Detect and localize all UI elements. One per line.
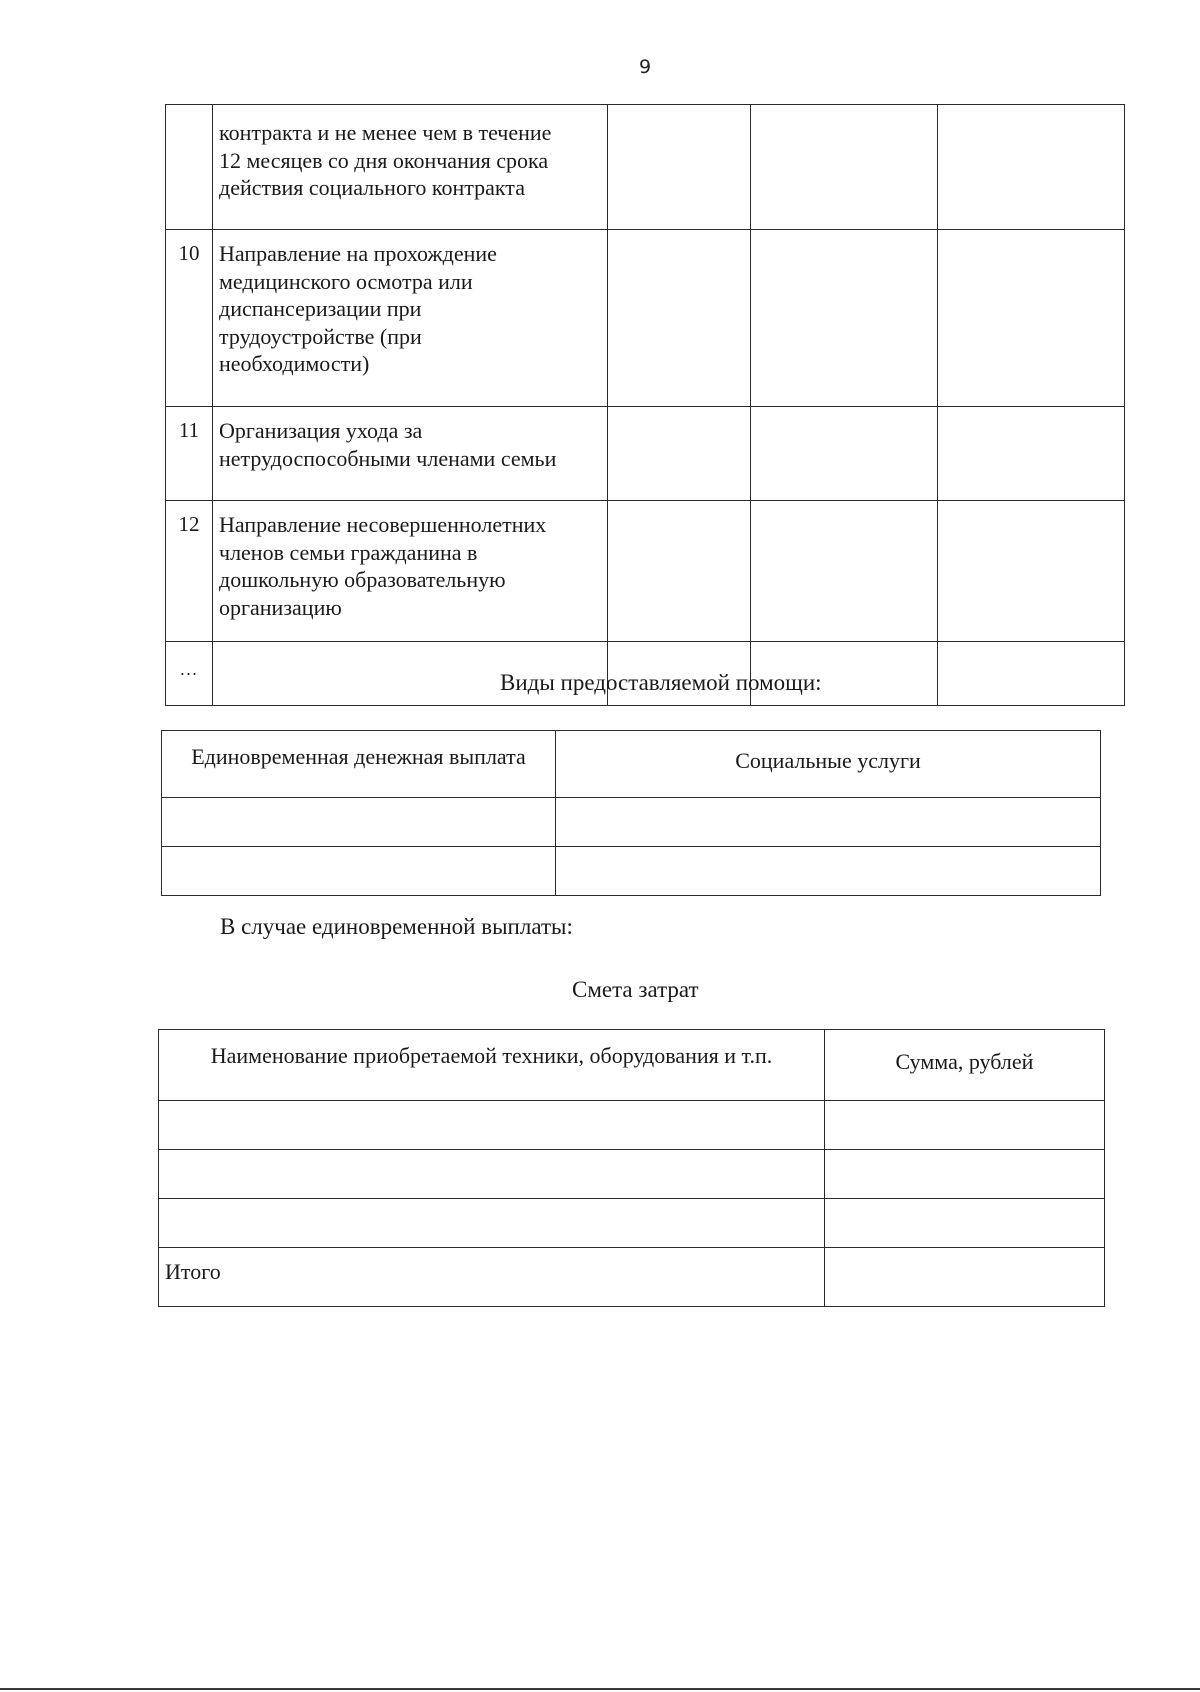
social-services-header: Социальные услуги — [556, 731, 1101, 798]
description-line: 12 месяцев со дня окончания срока — [219, 147, 549, 173]
empty-cell — [159, 1199, 825, 1248]
estimate-heading: Смета затрат — [572, 977, 699, 1002]
table-row — [159, 1199, 1105, 1248]
table-row — [162, 798, 1101, 847]
total-label: Итого — [159, 1248, 825, 1307]
lump-sum-header: Единовременная денежная выплата — [162, 731, 556, 798]
table-header-row — [162, 731, 1101, 798]
empty-cell — [162, 847, 556, 896]
empty-cell — [825, 1101, 1105, 1150]
assistance-heading: Виды предоставляемой помощи: — [500, 670, 822, 695]
description-line: нетрудоспособными членами семьи — [219, 445, 557, 471]
total-row — [159, 1248, 1105, 1307]
table-row — [159, 1101, 1105, 1150]
empty-cell — [825, 1248, 1105, 1307]
empty-cell — [751, 501, 938, 642]
measures-table — [165, 104, 1125, 706]
description-line: дошкольную образовательную — [219, 567, 506, 592]
lump-sum-case-text: В случае единовременной выплаты: — [220, 914, 573, 939]
amount-header: Сумма, рублей — [825, 1030, 1105, 1101]
description-line: организацию — [219, 594, 342, 620]
empty-cell — [938, 407, 1125, 501]
empty-cell — [938, 230, 1125, 407]
empty-cell — [556, 847, 1101, 896]
ellipsis-cell: ... — [166, 642, 213, 706]
empty-cell — [751, 230, 938, 407]
empty-cell — [162, 798, 556, 847]
empty-cell — [938, 105, 1125, 230]
row-description-cell — [213, 501, 608, 642]
empty-cell — [608, 230, 751, 407]
item-name-header: Наименование приобретаемой техники, оборудования и т.п. — [159, 1030, 825, 1101]
estimate-table — [158, 1029, 1105, 1307]
empty-cell — [556, 798, 1101, 847]
empty-cell — [608, 105, 751, 230]
description-line: членов семьи гражданина в — [219, 539, 478, 565]
row-description-cell — [213, 105, 608, 230]
empty-cell — [159, 1150, 825, 1199]
empty-cell — [751, 105, 938, 230]
table-row — [159, 1150, 1105, 1199]
empty-cell — [751, 407, 938, 501]
description-line: трудоустройстве (при — [219, 323, 422, 349]
row-description-cell — [213, 230, 608, 407]
table-row — [166, 230, 1125, 407]
empty-cell — [825, 1199, 1105, 1248]
table-row — [166, 105, 1125, 230]
description-line: диспансеризации при — [219, 296, 422, 321]
empty-cell — [825, 1150, 1105, 1199]
description-line: медицинского осмотра или — [219, 268, 473, 294]
row-number-cell — [166, 105, 213, 230]
description-line: действия социального контракта — [219, 175, 525, 200]
description-line: контракта и не менее чем в течение — [219, 120, 552, 145]
table-row — [162, 847, 1101, 896]
table-row — [166, 407, 1125, 501]
empty-cell — [159, 1101, 825, 1150]
table-row — [166, 501, 1125, 642]
description-line: Направление на прохождение — [219, 241, 497, 266]
description-line: Направление несовершеннолетних — [219, 512, 547, 537]
bottom-rule — [0, 1688, 1200, 1690]
row-description-cell — [213, 407, 608, 501]
description-line: Организация ухода за — [219, 418, 423, 443]
row-number-cell: 12 — [166, 501, 213, 642]
empty-cell — [938, 501, 1125, 642]
row-number-cell: 11 — [166, 407, 213, 501]
assistance-table — [161, 730, 1101, 896]
empty-cell — [608, 407, 751, 501]
table-header-row — [159, 1030, 1105, 1101]
description-line: необходимости) — [219, 351, 370, 376]
row-number-cell: 10 — [166, 230, 213, 407]
empty-cell — [608, 501, 751, 642]
empty-cell — [938, 642, 1125, 706]
page-number: 9 — [638, 56, 652, 78]
